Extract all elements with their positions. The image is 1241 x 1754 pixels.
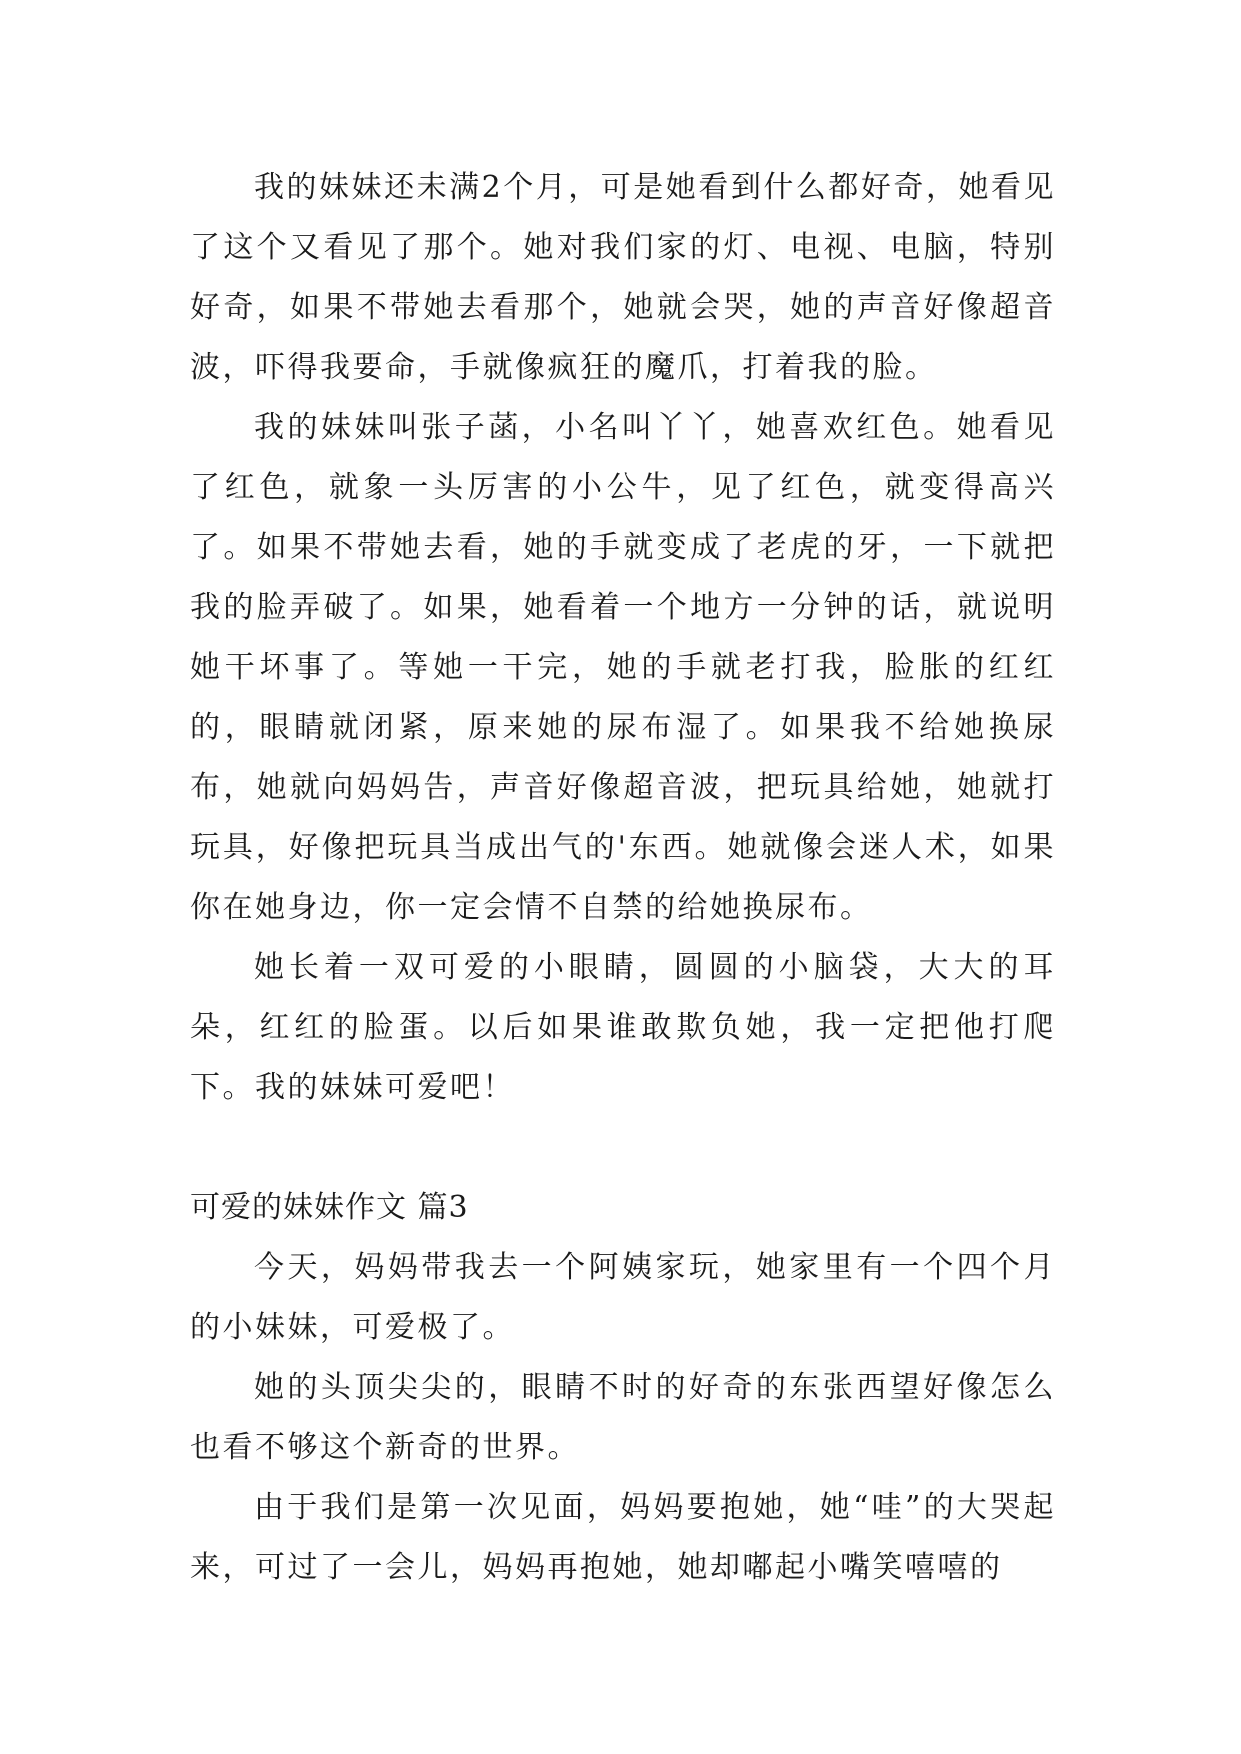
paragraph-head: 她的头顶尖尖的，眼睛不时的好奇的东张西望好像怎么也看不够这个新奇的世界。 — [190, 1370, 1056, 1465]
essay-body — [190, 158, 1056, 1598]
paragraph-red-color: 我的妹妹叫张子菡，小名叫丫丫，她喜欢红色。她看见了红色，就象一头厉害的小公牛，见了红色，就变得高兴了。如果不带她去看，她的手就变成了老虎的牙，一下就把我的脸弄破了。如果，她看着一个地方一分钟的话，就说明她干坏事了。等她一干完，她的手就老打我，脸胀的红红的，眼睛就闭紧，原来她的尿布湿了。如果我不给她换尿布，她就向妈妈告，声音好像超音波，把玩具给她，她就打玩具，好像把玩具当成出气的'东西。她就像会迷人术，如果你在她身边，你一定会情不自禁的给她换尿布。 — [190, 410, 1056, 925]
paragraph-appearance: 她长着一双可爱的小眼睛，圆圆的小脑袋，大大的耳朵，红红的脸蛋。以后如果谁敢欺负她，我一定把他打爬下。我的妹妹可爱吧！ — [190, 950, 1056, 1105]
section-heading: 可爱的妹妹作文 篇3 — [190, 1190, 469, 1225]
paragraph-visit: 今天，妈妈带我去一个阿姨家玩，她家里有一个四个月的小妹妹，可爱极了。 — [190, 1250, 1056, 1345]
paragraph-first-meeting: 由于我们是第一次见面，妈妈要抱她，她“哇”的大哭起来，可过了一会儿，妈妈再抱她，她却嘟起小嘴笑嘻嘻的 — [190, 1490, 1056, 1585]
paragraph-curiosity: 我的妹妹还未满2个月，可是她看到什么都好奇，她看见了这个又看见了那个。她对我们家的灯、电视、电脑，特别好奇，如果不带她去看那个，她就会哭，她的声音好像超音波，吓得我要命，手就像疯狂的魔爪，打着我的脸。 — [190, 170, 1056, 385]
